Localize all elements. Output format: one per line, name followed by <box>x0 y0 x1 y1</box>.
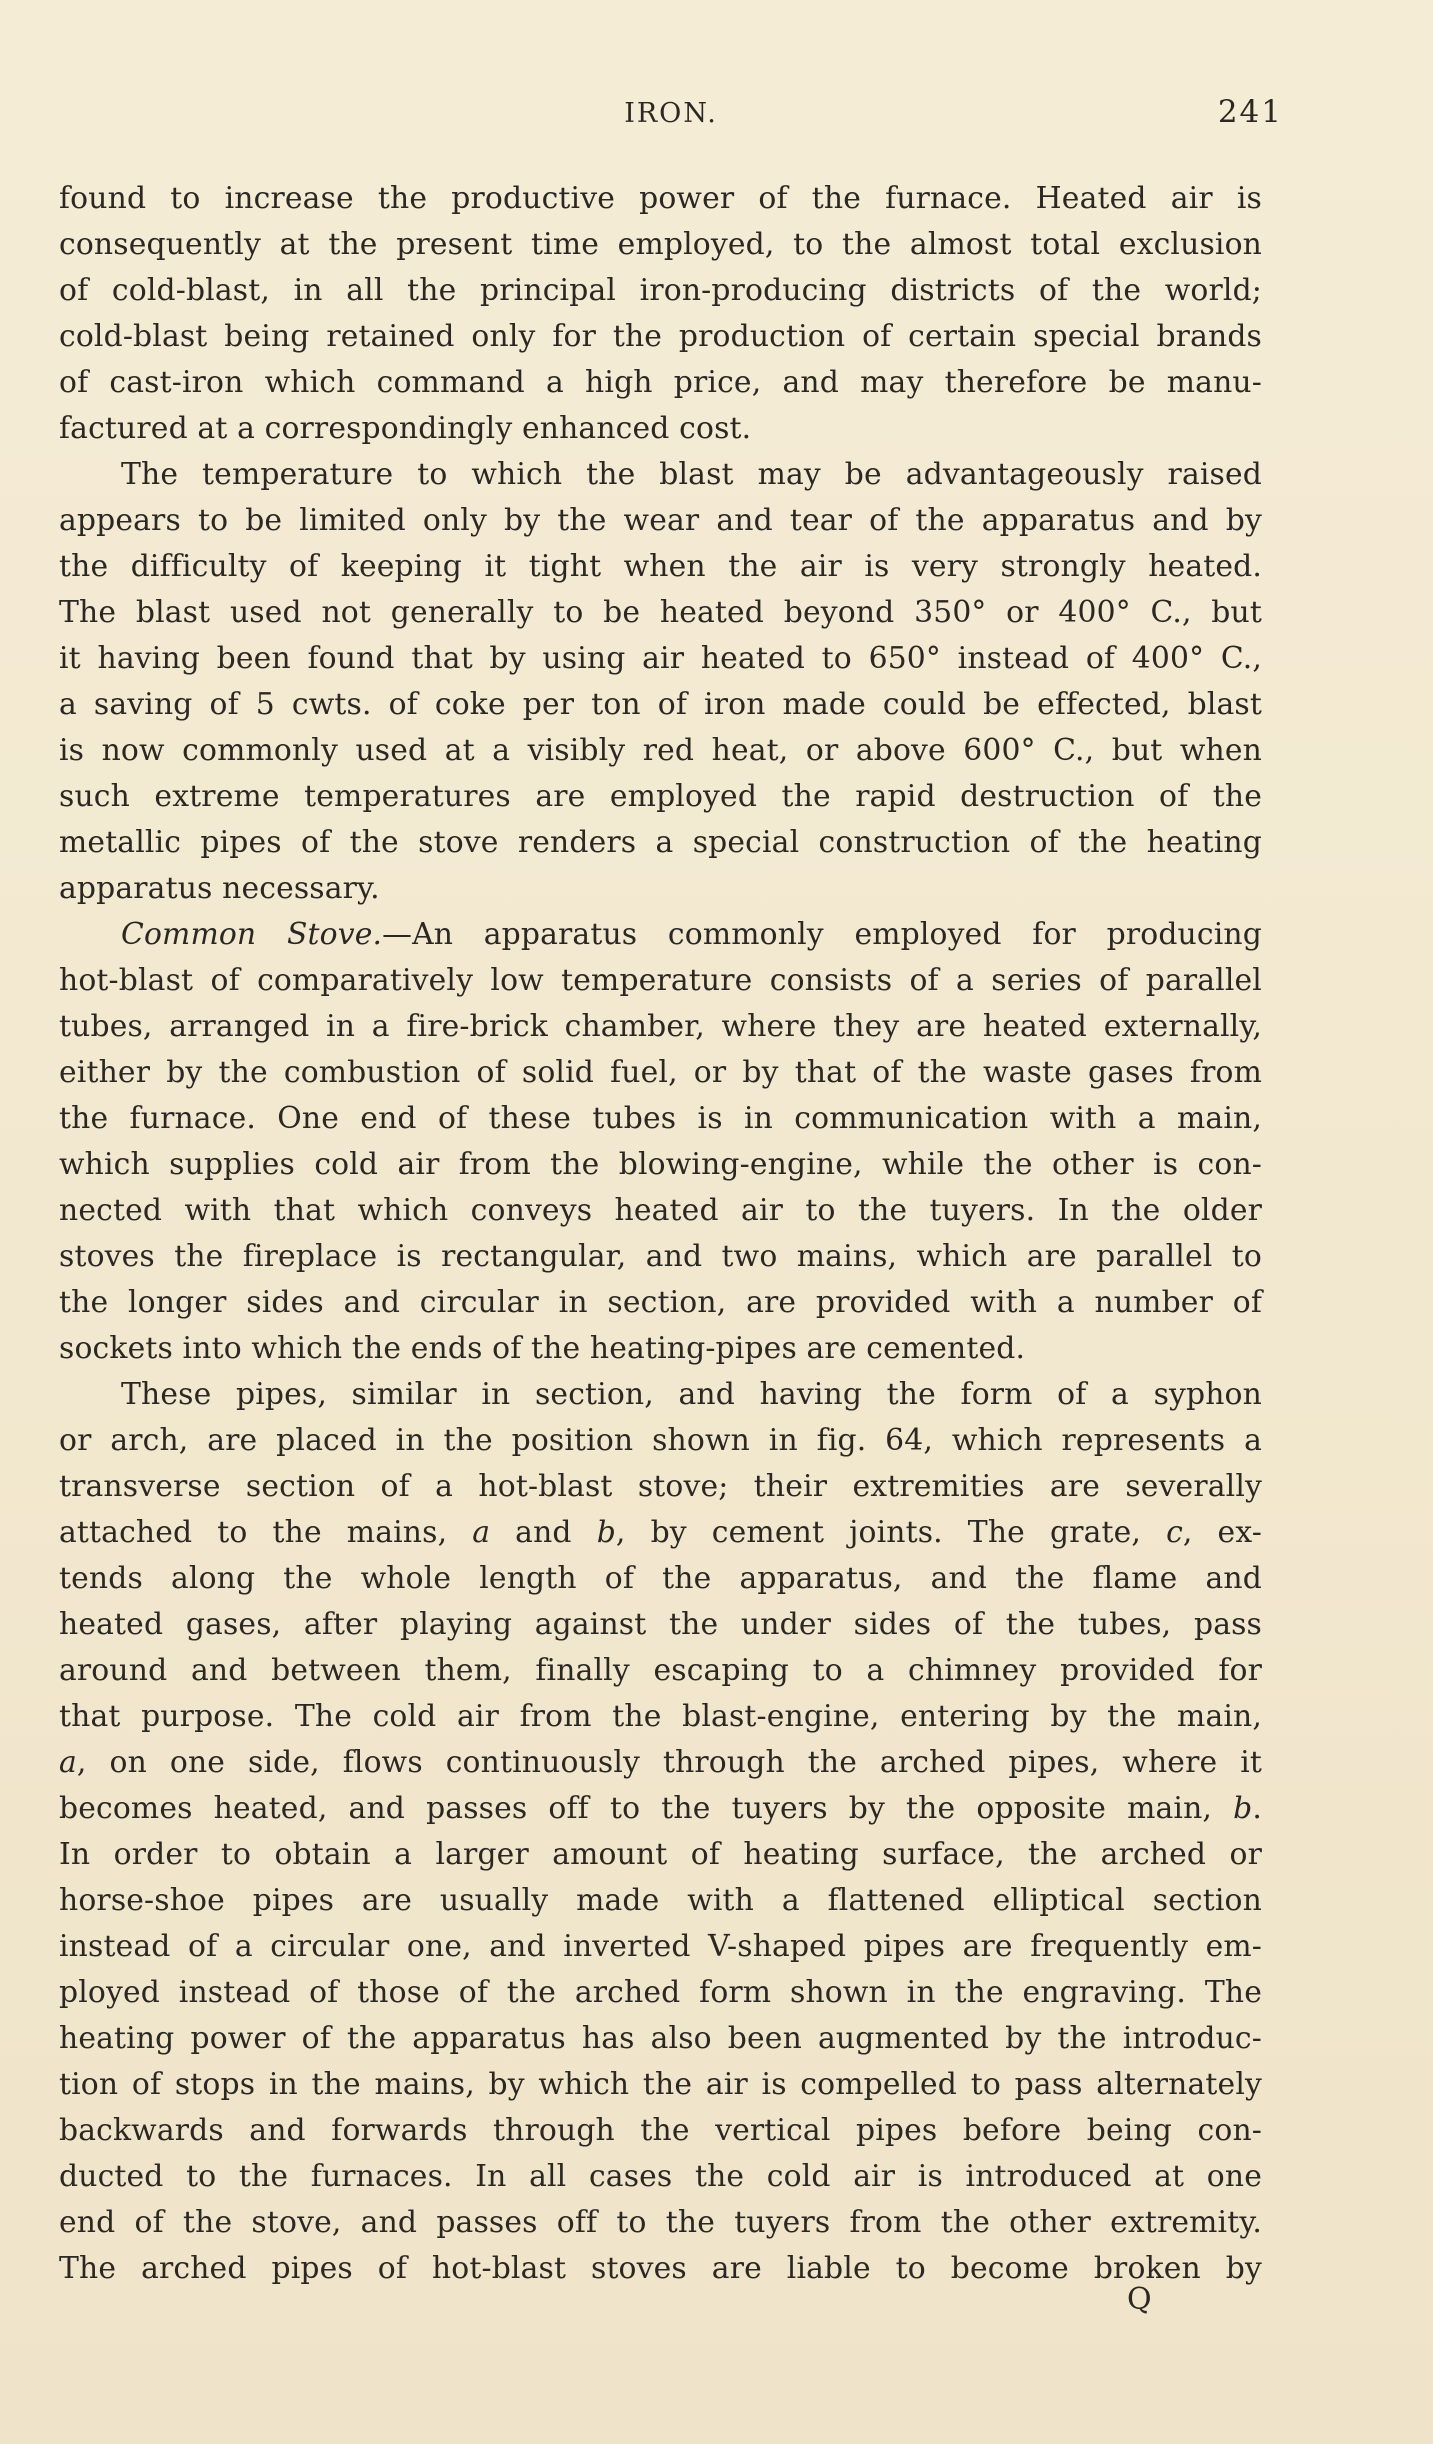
italic-letter: b <box>596 1515 616 1550</box>
text-line: transverse section of a hot-blast stove; their extremities are severally <box>59 1469 1262 1504</box>
text-line: The temperature to which the blast may be advantageously raised <box>121 457 1262 492</box>
running-head <box>60 92 1282 138</box>
text-line: either by the combustion of solid fuel, or by that of the waste gases from <box>59 1055 1262 1090</box>
text-run: and <box>490 1515 597 1550</box>
paragraph-2 <box>59 452 1262 912</box>
text-line: These pipes, similar in section, and having the form of a syphon <box>121 1377 1262 1412</box>
text-line: tubes, arranged in a fire-brick chamber, where they are heated externally, <box>59 1009 1262 1044</box>
text-line: it having been found that by using air heated to 650° instead of 400° C., <box>59 641 1262 676</box>
signature-mark: Q <box>1127 2282 1152 2317</box>
text-line: or arch, are placed in the position shown in fig. 64, which represents a <box>59 1423 1262 1458</box>
paragraph-3 <box>59 912 1262 1372</box>
text-line: ployed instead of those of the arched form shown in the engraving. The <box>59 1975 1262 2010</box>
text-line: found to increase the productive power of the furnace. Heated air is <box>59 181 1262 216</box>
text-line: sockets into which the ends of the heating-pipes are cemented. <box>59 1331 1026 1366</box>
text-line: consequently at the present time employed, to the almost total exclusion <box>59 227 1262 262</box>
text-line: apparatus necessary. <box>59 871 380 906</box>
text-line: backwards and forwards through the vertical pipes before being con- <box>59 2113 1262 2148</box>
paragraph-1 <box>59 176 1262 452</box>
text-run: , by cement joints. The grate, <box>615 1515 1167 1550</box>
text-line <box>59 1740 1262 1786</box>
text-line: hot-blast of comparatively low temperature consists of a series of parallel <box>59 963 1262 998</box>
text-line: horse-shoe pipes are usually made with a flattened elliptical section <box>59 1883 1262 1918</box>
text-line: cold-blast being retained only for the production of certain special brands <box>59 319 1262 354</box>
running-title: IRON. <box>624 98 718 129</box>
text-run: attached to the mains, <box>59 1515 473 1550</box>
text-run: becomes heated, and passes off to the tuyers by the opposite main, <box>59 1791 1234 1826</box>
text-line: stoves the fireplace is rectangular, and two mains, which are parallel to <box>59 1239 1262 1274</box>
text-line: a saving of 5 cwts. of coke per ton of iron made could be effected, blast <box>59 687 1262 722</box>
text-line: the difficulty of keeping it tight when the air is very strongly heated. <box>59 549 1262 584</box>
italic-letter: c <box>1166 1515 1183 1550</box>
text-run: . <box>1252 1791 1262 1826</box>
text-line <box>59 1510 1262 1556</box>
text-line: is now commonly used at a visibly red heat, or above 600° C., but when <box>59 733 1262 768</box>
section-heading-italic: Common Stove. <box>121 917 383 952</box>
italic-letter: b <box>1233 1791 1253 1826</box>
text-line: The arched pipes of hot-blast stoves are liable to become broken by <box>59 2251 1262 2286</box>
text-line: factured at a correspondingly enhanced cost. <box>59 411 752 446</box>
text-line: instead of a circular one, and inverted V-shaped pipes are frequently em- <box>59 1929 1262 1964</box>
paragraph-4 <box>59 1372 1262 2292</box>
text-line: the longer sides and circular in section, are provided with a number of <box>59 1285 1262 1320</box>
text-line: In order to obtain a larger amount of heating surface, the arched or <box>59 1837 1262 1872</box>
text-line: which supplies cold air from the blowing-engine, while the other is con- <box>59 1147 1262 1182</box>
text-line: such extreme temperatures are employed the rapid destruction of the <box>59 779 1262 814</box>
text-line: appears to be limited only by the wear and tear of the apparatus and by <box>59 503 1262 538</box>
text-run: , on one side, flows continuously through the arched pipes, where it <box>76 1745 1262 1780</box>
text-line: The blast used not generally to be heated beyond 350° or 400° C., but <box>59 595 1262 630</box>
text-line <box>59 1786 1262 1832</box>
text-line <box>59 912 1262 958</box>
body-text <box>59 176 1262 2292</box>
text-line: of cold-blast, in all the principal iron-producing districts of the world; <box>59 273 1262 308</box>
text-line: metallic pipes of the stove renders a special construction of the heating <box>59 825 1262 860</box>
page-number: 241 <box>1217 94 1283 130</box>
text-run: , ex- <box>1182 1515 1262 1550</box>
text-line: tion of stops in the mains, by which the air is compelled to pass alternately <box>59 2067 1262 2102</box>
text-line: around and between them, finally escaping to a chimney provided for <box>59 1653 1262 1688</box>
text-line: that purpose. The cold air from the blast-engine, entering by the main, <box>59 1699 1262 1734</box>
text-line: end of the stove, and passes off to the tuyers from the other extremity. <box>59 2205 1262 2240</box>
italic-letter: a <box>59 1745 77 1780</box>
text-line: nected with that which conveys heated air to the tuyers. In the older <box>59 1193 1262 1228</box>
text-line: heated gases, after playing against the under sides of the tubes, pass <box>59 1607 1262 1642</box>
text-line: tends along the whole length of the apparatus, and the flame and <box>59 1561 1262 1596</box>
text-line: of cast-iron which command a high price, and may therefore be manu- <box>59 365 1262 400</box>
text-line: ducted to the furnaces. In all cases the cold air is introduced at one <box>59 2159 1262 2194</box>
italic-letter: a <box>472 1515 491 1550</box>
text-line: the furnace. One end of these tubes is in communication with a main, <box>59 1101 1262 1136</box>
text-run: —An apparatus commonly employed for producing <box>382 917 1262 952</box>
text-line: heating power of the apparatus has also been augmented by the introduc- <box>59 2021 1262 2056</box>
